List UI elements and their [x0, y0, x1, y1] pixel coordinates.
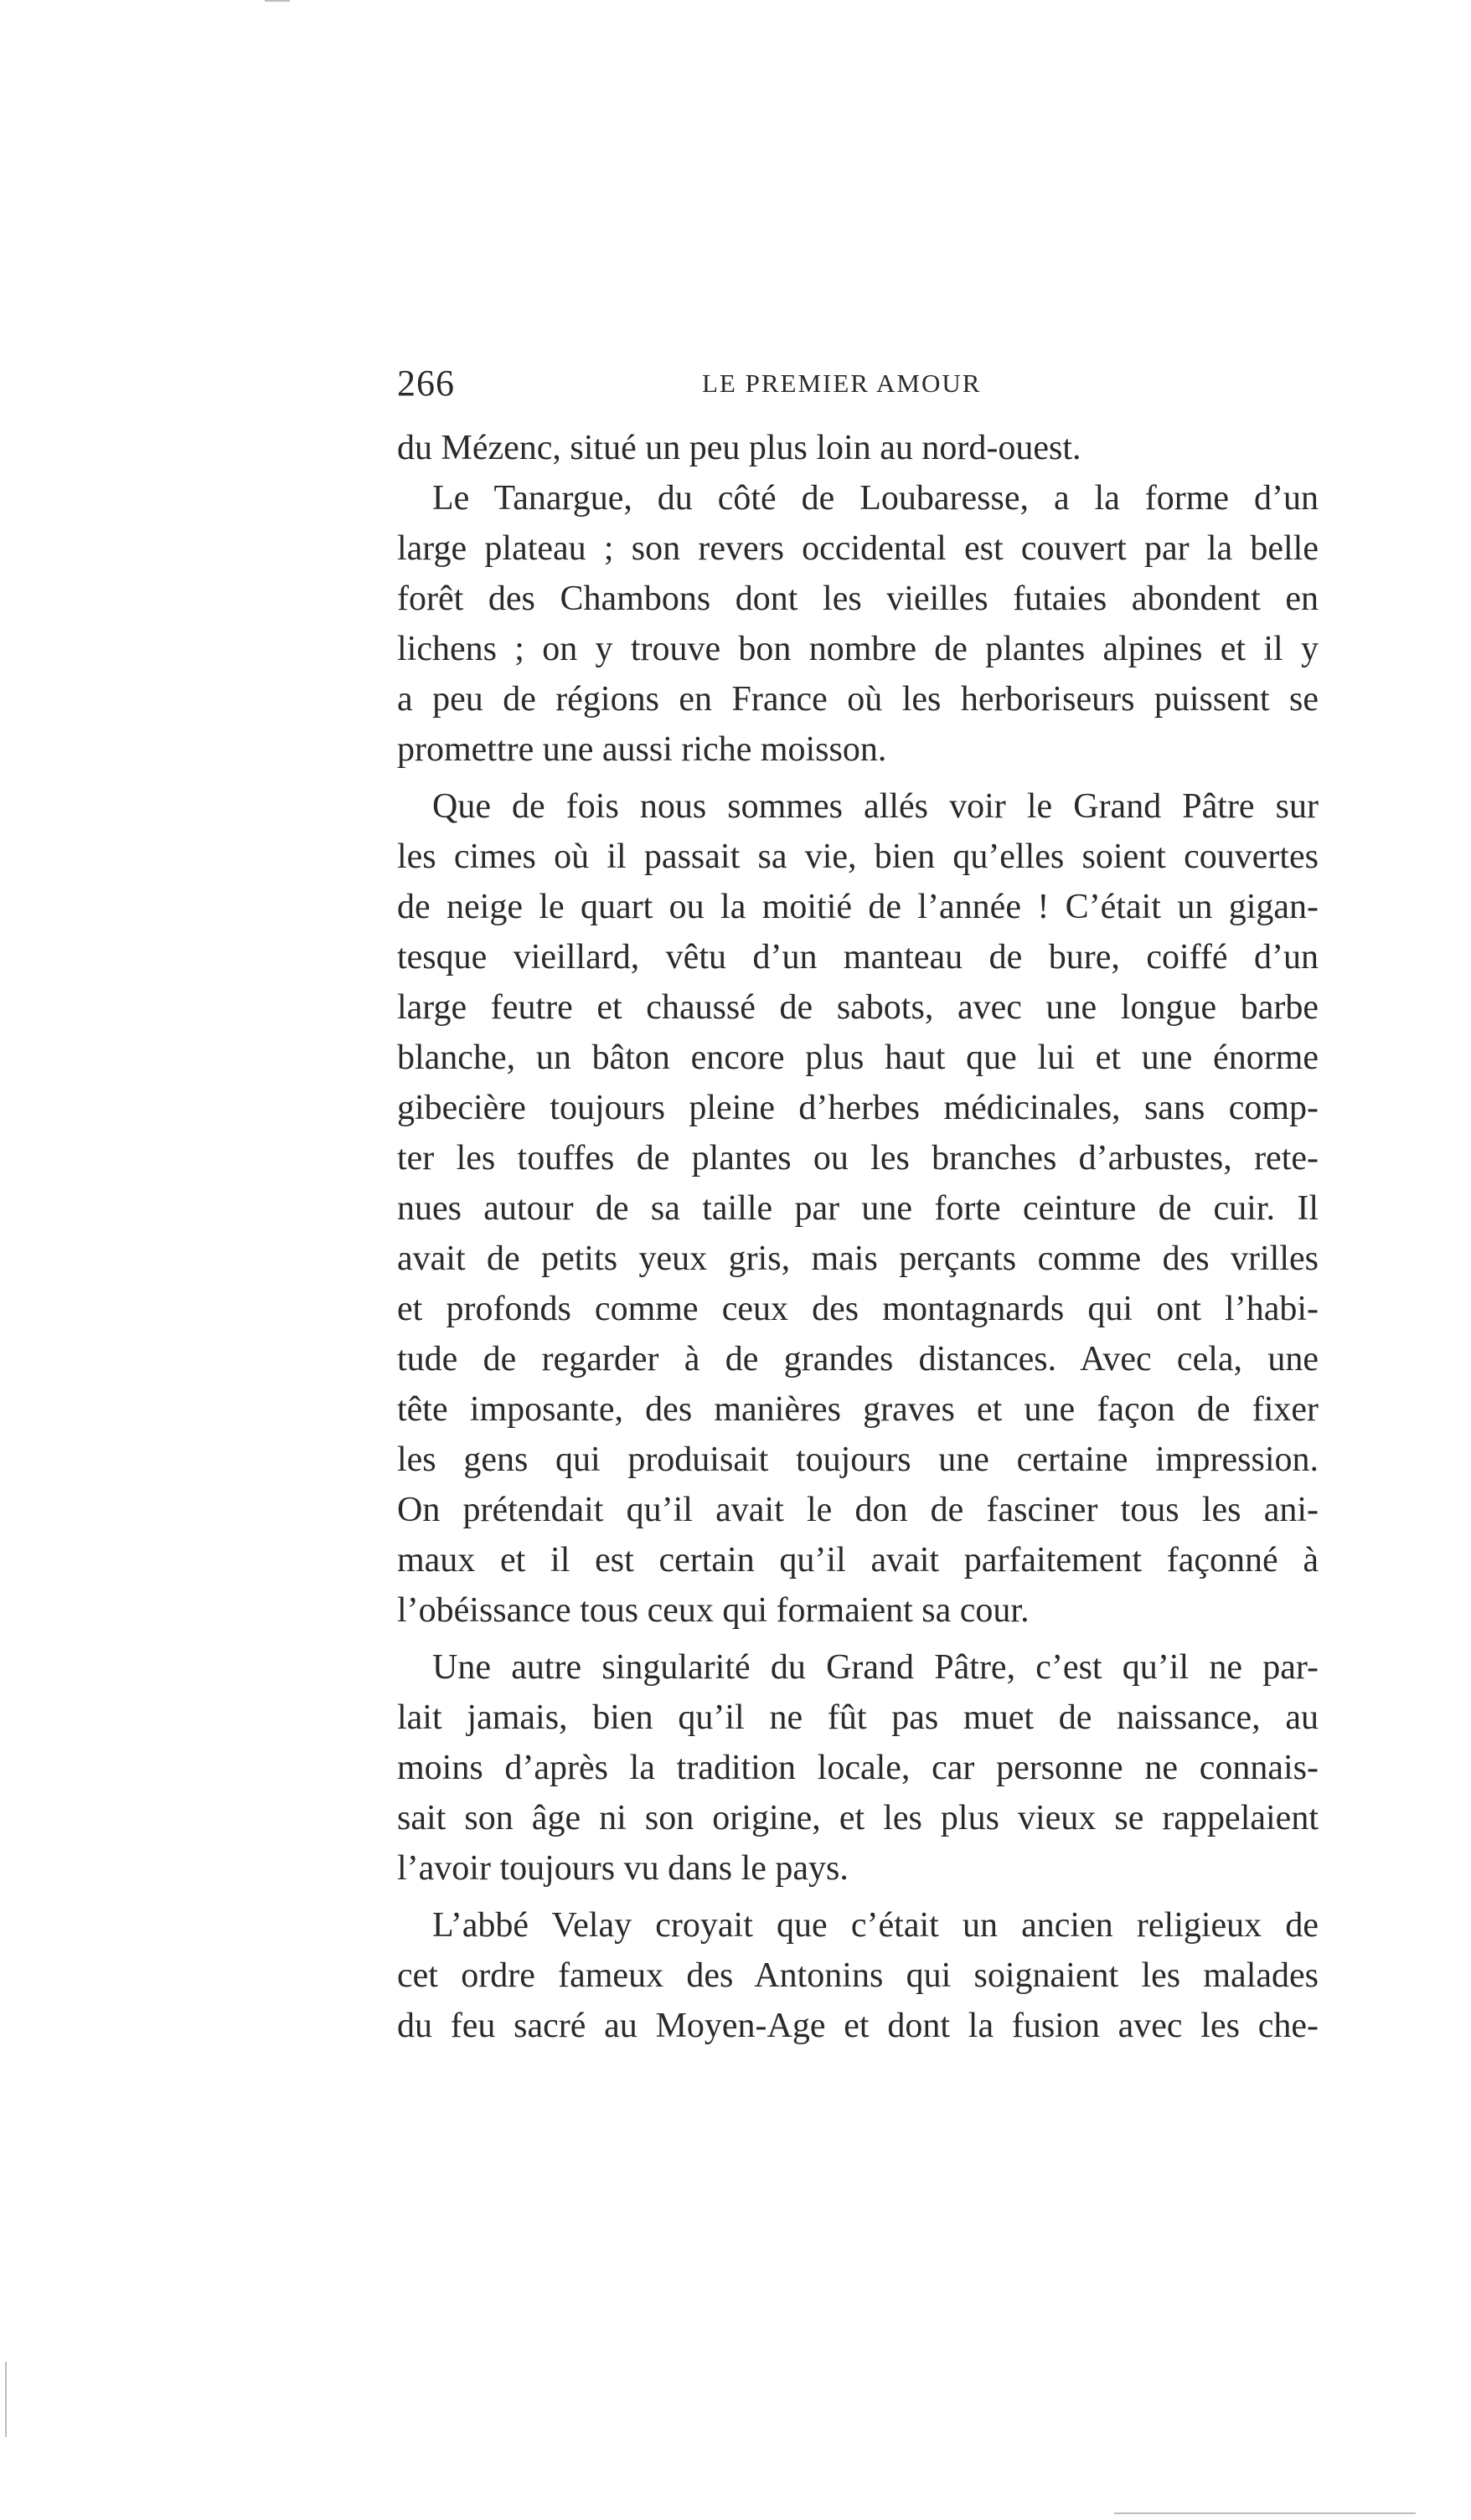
scan-edge-mark-top	[265, 0, 290, 2]
text-line: du feu sacré au Moyen-Age et dont la fusion avec les che-	[397, 2007, 1319, 2045]
text-line: de neige le quart ou la moitié de l’année ! C’était un gigan-	[397, 888, 1319, 926]
text-line: L’abbé Velay croyait que c’était un ancien religieux de	[432, 1906, 1319, 1945]
scan-edge-mark-bottom	[1114, 2512, 1416, 2514]
text-line: Une autre singularité du Grand Pâtre, c’est qu’il ne par-	[432, 1648, 1319, 1687]
text-line: lichens ; on y trouve bon nombre de plantes alpines et il y	[397, 630, 1319, 668]
text-line: large feutre et chaussé de sabots, avec une longue barbe	[397, 988, 1319, 1027]
text-line: nues autour de sa taille par une forte ceinture de cuir. Il	[397, 1189, 1319, 1228]
running-title: LE PREMIER AMOUR	[702, 368, 982, 398]
text-line: large plateau ; son revers occidental est couvert par la belle	[397, 529, 1319, 568]
text-line: les cimes où il passait sa vie, bien qu’elles soient couvertes	[397, 837, 1319, 876]
text-line: maux et il est certain qu’il avait parfaitement façonné à	[397, 1541, 1319, 1580]
paragraph	[397, 781, 1319, 1636]
body-text	[397, 423, 1319, 2051]
text-line: avait de petits yeux gris, mais perçants comme des vrilles	[397, 1239, 1319, 1278]
text-line: moins d’après la tradition locale, car personne ne connais-	[397, 1749, 1319, 1787]
text-line: On prétendait qu’il avait le don de fasciner tous les ani-	[397, 1491, 1319, 1529]
text-line: lait jamais, bien qu’il ne fût pas muet de naissance, au	[397, 1698, 1319, 1737]
text-line: Le Tanargue, du côté de Loubaresse, a la forme d’un	[432, 479, 1319, 518]
text-line: l’obéissance tous ceux qui formaient sa cour.	[397, 1591, 1030, 1630]
text-line: l’avoir toujours vu dans le pays.	[397, 1849, 849, 1888]
paragraph	[397, 423, 1319, 473]
text-line: cet ordre fameux des Antonins qui soignaient les malades	[397, 1956, 1319, 1995]
text-line: promettre une aussi riche moisson.	[397, 730, 887, 769]
text-line: tête imposante, des manières graves et une façon de fixer	[397, 1390, 1319, 1429]
text-line: sait son âge ni son origine, et les plus vieux se rappelaient	[397, 1799, 1319, 1837]
text-line: les gens qui produisait toujours une certaine impression.	[397, 1440, 1319, 1479]
paragraph	[397, 1642, 1319, 1894]
text-line: blanche, un bâton encore plus haut que lui et une énorme	[397, 1038, 1319, 1077]
text-line: gibecière toujours pleine d’herbes médicinales, sans comp-	[397, 1089, 1319, 1127]
text-line: a peu de régions en France où les herboriseurs puissent se	[397, 680, 1319, 719]
page-number: 266	[397, 363, 455, 404]
text-line: tude de regarder à de grandes distances. Avec cela, une	[397, 1340, 1319, 1379]
text-line: du Mézenc, situé un peu plus loin au nord-ouest.	[397, 429, 1081, 467]
scan-edge-mark-left	[5, 2362, 7, 2437]
text-line: forêt des Chambons dont les vieilles futaies abondent en	[397, 580, 1319, 618]
paragraph	[397, 1900, 1319, 2051]
text-line: ter les touffes de plantes ou les branches d’arbustes, rete-	[397, 1139, 1319, 1178]
text-line: tesque vieillard, vêtu d’un manteau de bure, coiffé d’un	[397, 938, 1319, 977]
page-header	[397, 352, 1319, 410]
paragraph	[397, 473, 1319, 775]
text-line: Que de fois nous sommes allés voir le Grand Pâtre sur	[432, 787, 1319, 826]
text-line: et profonds comme ceux des montagnards qui ont l’habi-	[397, 1290, 1319, 1328]
